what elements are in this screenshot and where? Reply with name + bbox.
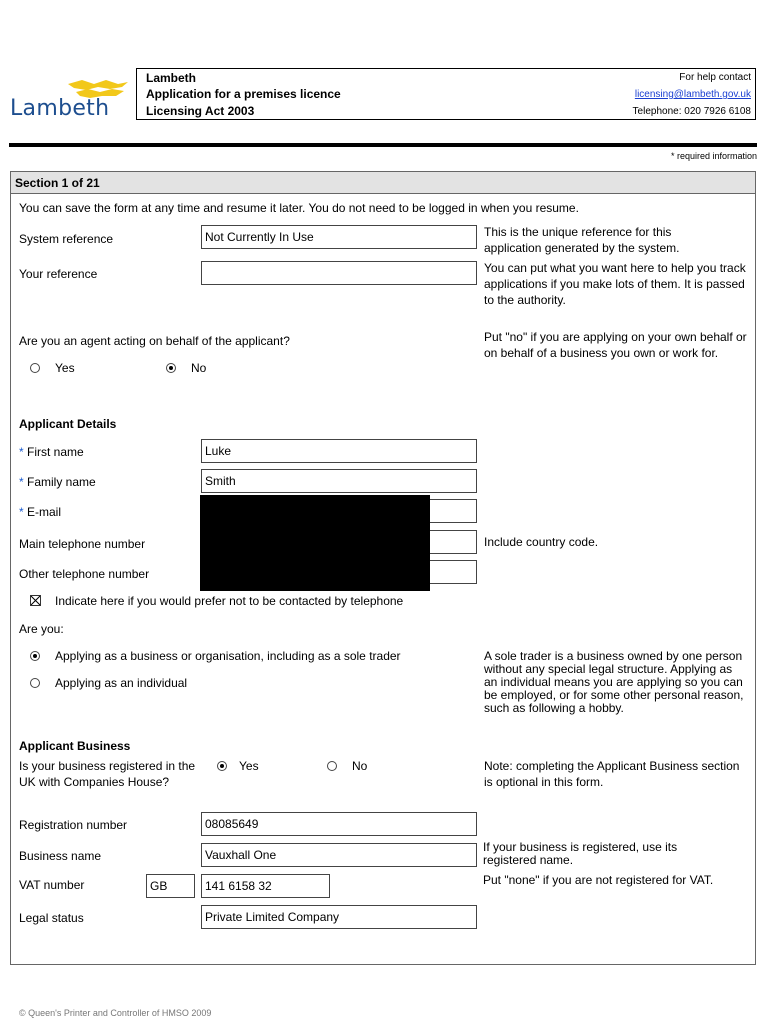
registered-yes-label: Yes: [239, 759, 259, 773]
business-option-label: Applying as a business or organisation, including as a sole trader: [55, 649, 401, 663]
business-optional-note: Note: completing the Applicant Business section is optional in this form.: [484, 759, 740, 789]
vat-number-label: VAT number: [19, 878, 85, 892]
redaction-block: [200, 495, 430, 591]
applicant-details-heading: Applicant Details: [19, 417, 117, 431]
individual-option-label: Applying as an individual: [55, 676, 188, 690]
registered-no-radio[interactable]: [327, 761, 337, 771]
agent-help: Put "no" if you are applying on your own behalf or on behalf of a business you own or work for.: [484, 330, 747, 360]
help-contact-label: For help contact: [679, 72, 751, 83]
legal-status-label: Legal status: [19, 911, 84, 925]
email-label-text: E-mail: [27, 505, 62, 519]
business-name-label: Business name: [19, 849, 102, 863]
email-label: [19, 505, 61, 519]
header-rule: [9, 143, 757, 147]
your-reference-label: Your reference: [19, 267, 98, 281]
lambeth-logo: Lambeth: [10, 96, 110, 121]
agent-yes-radio[interactable]: [30, 363, 40, 373]
vat-prefix-field[interactable]: GB: [146, 874, 195, 898]
registration-number-field[interactable]: 08085649: [201, 812, 477, 836]
agent-no-radio[interactable]: [166, 363, 176, 373]
vat-help: Put "none" if you are not registered for VAT.: [483, 873, 714, 887]
help-email-link[interactable]: licensing@lambeth.gov.uk: [634, 89, 751, 100]
copyright-footer: © Queen's Printer and Controller of HMSO 2009: [19, 1008, 212, 1018]
system-reference-label: System reference: [19, 232, 114, 246]
registered-question: Is your business registered in the UK with Companies House?: [19, 759, 196, 789]
are-you-label: Are you:: [19, 622, 64, 636]
org-name: Lambeth: [146, 71, 197, 85]
system-reference-help: This is the unique reference for this application generated by the system.: [484, 225, 680, 255]
help-telephone: Telephone: 020 7926 6108: [632, 106, 751, 117]
required-note: * required information: [670, 151, 757, 161]
required-mark: *: [19, 445, 24, 459]
registration-number-label: Registration number: [19, 818, 128, 832]
business-name-field[interactable]: Vauxhall One: [201, 843, 477, 867]
your-reference-help: You can put what you want here to help you track applications if you make lots of them. It is passed to the authority.: [484, 261, 746, 307]
first-name-label: [19, 445, 84, 459]
no-phone-contact-checkbox[interactable]: [30, 595, 41, 606]
family-name-label: [19, 475, 96, 489]
other-phone-label: Other telephone number: [19, 567, 150, 581]
family-name-field[interactable]: Smith: [201, 469, 477, 493]
section-heading: Section 1 of 21: [15, 176, 100, 190]
act-name: Licensing Act 2003: [146, 104, 255, 118]
no-phone-contact-label: Indicate here if you would prefer not to be contacted by telephone: [55, 594, 404, 608]
agent-yes-label: Yes: [55, 361, 75, 375]
first-name-label-text: First name: [27, 445, 84, 459]
agent-no-label: No: [191, 361, 207, 375]
required-mark: *: [19, 505, 24, 519]
registered-yes-radio[interactable]: [217, 761, 227, 771]
registered-no-label: No: [352, 759, 368, 773]
main-phone-help: Include country code.: [484, 535, 599, 549]
system-reference-field[interactable]: Not Currently In Use: [201, 225, 477, 249]
business-name-help: If your business is registered, use its registered name.: [483, 840, 678, 867]
main-phone-label: Main telephone number: [19, 537, 146, 551]
applicant-business-heading: Applicant Business: [19, 739, 131, 753]
agent-question: Are you an agent acting on behalf of the applicant?: [19, 334, 290, 348]
business-radio[interactable]: [30, 651, 40, 661]
required-mark: *: [19, 475, 24, 489]
form-header: [136, 68, 756, 120]
sole-trader-help: A sole trader is a business owned by one person without any special legal structure. Applying as an individual means you are applying so you can be employed, or for some other personal reason, such as following a hobby.: [484, 649, 744, 715]
individual-radio[interactable]: [30, 678, 40, 688]
section-header: [11, 172, 755, 194]
form-title: Application for a premises licence: [146, 87, 341, 101]
checkbox-cross-icon: [31, 596, 40, 605]
first-name-field[interactable]: Luke: [201, 439, 477, 463]
vat-number-field[interactable]: 141 6158 32: [201, 874, 330, 898]
legal-status-field[interactable]: Private Limited Company: [201, 905, 477, 929]
family-name-label-text: Family name: [27, 475, 96, 489]
save-intro: You can save the form at any time and resume it later. You do not need to be logged in when you resume.: [19, 201, 579, 215]
your-reference-field[interactable]: [201, 261, 477, 285]
